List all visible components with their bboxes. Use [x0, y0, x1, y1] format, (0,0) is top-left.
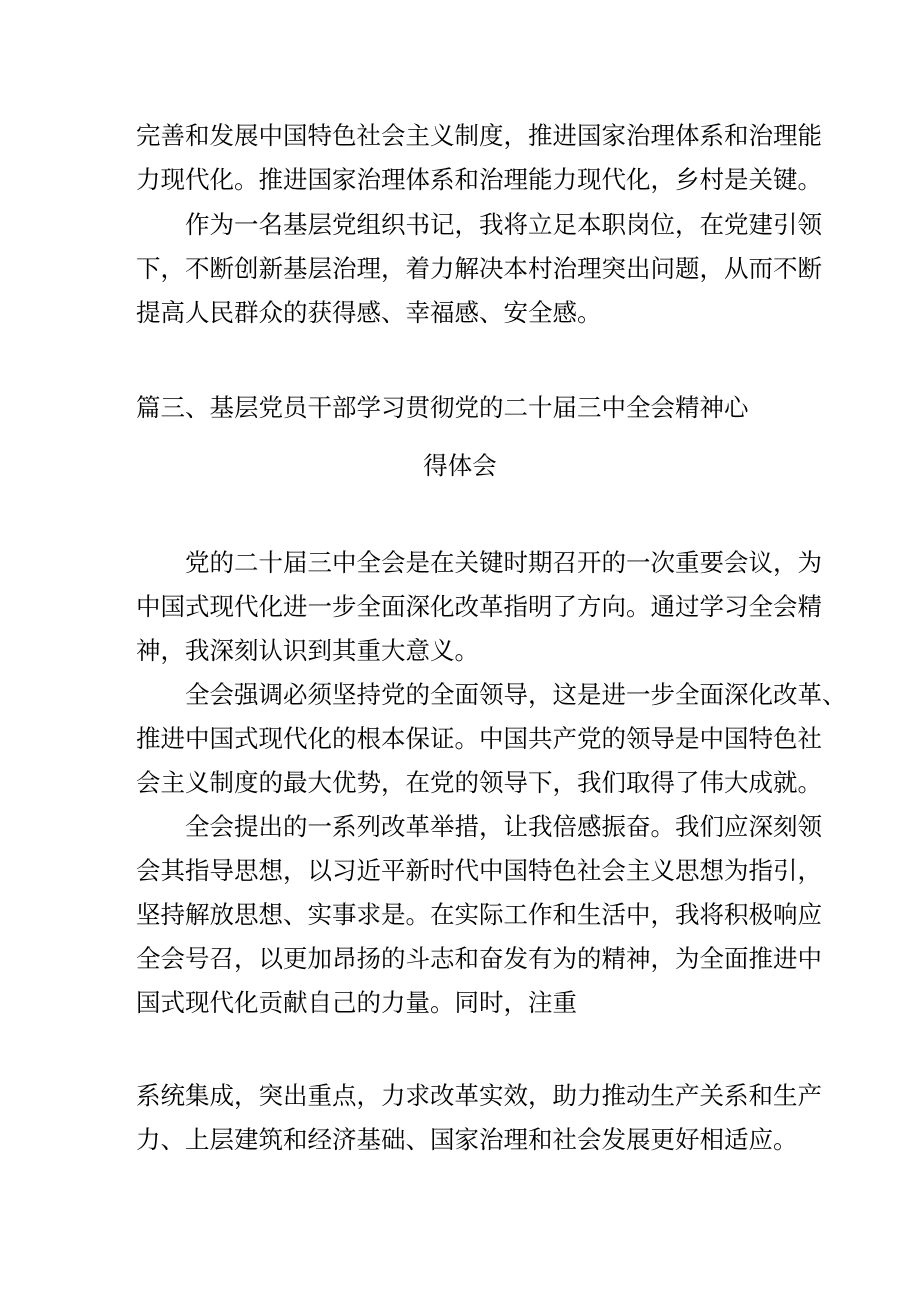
paragraph-3-line-4: 全会号召，以更加昂扬的斗志和奋发有为的精神，为全面推进中 [136, 944, 822, 973]
paragraph-3-line-1: 全会提出的一系列改革举措，让我倍感振奋。我们应深刻领 [185, 812, 822, 841]
intro-line-2: 力现代化。推进国家治理体系和治理能力现代化，乡村是关键。 [136, 165, 822, 194]
paragraph-4-line-1: 系统集成，突出重点，力求改革实效，助力推动生产关系和生产 [136, 1081, 822, 1110]
paragraph-1-line-3: 神，我深刻认识到其重大意义。 [136, 636, 479, 665]
paragraph-1-line-1: 党的二十届三中全会是在关键时期召开的一次重要会议，为 [185, 548, 822, 577]
section-title-line-1: 篇三、基层党员干部学习贯彻党的二十届三中全会精神心 [136, 393, 749, 422]
secretary-line-1: 作为一名基层党组织书记，我将立足本职岗位，在党建引领 [185, 210, 822, 239]
paragraph-2-line-1: 全会强调必须坚持党的全面领导，这是进一步全面深化改革、 [185, 680, 847, 709]
paragraph-2-line-2: 推进中国式现代化的根本保证。中国共产党的领导是中国特色社 [136, 724, 822, 753]
secretary-line-3: 提高人民群众的获得感、幸福感、安全感。 [136, 298, 602, 327]
paragraph-1-line-2: 中国式现代化进一步全面深化改革指明了方向。通过学习全会精 [136, 592, 822, 621]
section-title-line-2: 得体会 [423, 451, 497, 480]
paragraph-3-line-5: 国式现代化贡献自己的力量。同时，注重 [136, 988, 577, 1017]
intro-line-1: 完善和发展中国特色社会主义制度，推进国家治理体系和治理能 [136, 121, 822, 150]
paragraph-2-line-3: 会主义制度的最大优势，在党的领导下，我们取得了伟大成就。 [136, 768, 822, 797]
paragraph-3-line-2: 会其指导思想，以习近平新时代中国特色社会主义思想为指引， [136, 856, 822, 885]
secretary-line-2: 下，不断创新基层治理，着力解决本村治理突出问题，从而不断 [136, 254, 822, 283]
paragraph-3-line-3: 坚持解放思想、实事求是。在实际工作和生活中，我将积极响应 [136, 900, 822, 929]
paragraph-4-line-2: 力、上层建筑和经济基础、国家治理和社会发展更好相适应。 [136, 1125, 798, 1154]
